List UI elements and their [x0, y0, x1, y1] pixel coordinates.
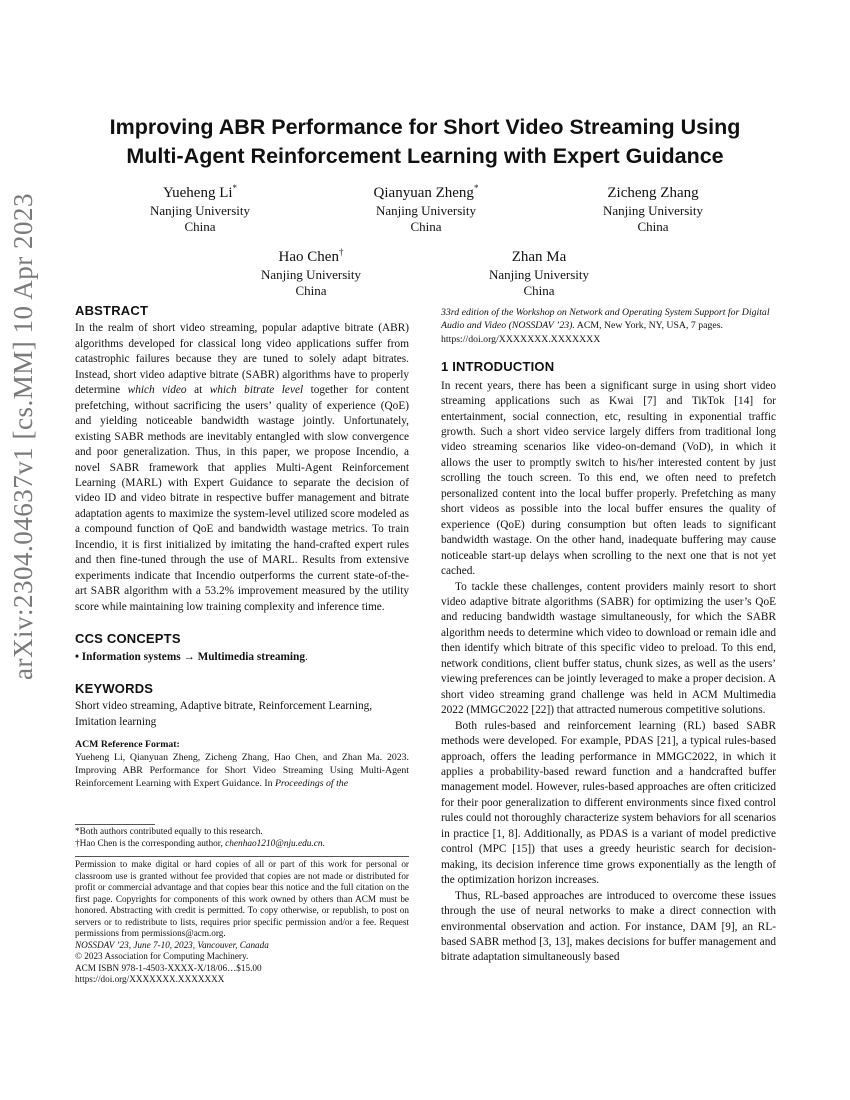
author-country: China	[295, 283, 327, 298]
arxiv-identifier: arXiv:2304.04637v1 [cs.MM] 10 Apr 2023	[8, 193, 38, 680]
left-column	[75, 303, 409, 790]
abstract-heading: ABSTRACT	[75, 303, 149, 318]
permission-block	[75, 859, 409, 986]
permission-rule	[75, 856, 409, 857]
author-block	[553, 180, 753, 235]
intro-paragraph: Thus, RL-based approaches are introduced to overcome these issues through the use of neural networks to make a direct connection with environmental observation and action. For instance, DAM [9], an RL-based SABR method [3, 13], makes decisions for buffer management and bitrate adaptation simultaneously based	[441, 889, 776, 964]
author-affiliation: Nanjing University	[260, 267, 361, 282]
keywords-text: Short video streaming, Adaptive bitrate, Reinforcement Learning, Imitation learning	[75, 700, 373, 728]
isbn-line: ACM ISBN 978-1-4503-XXXX-X/18/06…$15.00	[75, 962, 262, 973]
author-name: Qianyuan Zheng*	[373, 183, 479, 201]
intro-paragraph: In recent years, there has been a significant surge in using short video streaming applications such as Kwai [7] and TikTok [14] for entertainment, social connection, etc, resulting in exponential traffic growth. Such a short video service largely differs from traditional long video streaming scenarios like video-on-demand (VoD), in which it allows the user to promptly switch to his/her interested content by just scrolling the touch screen. To this end, we often need to prefetch personalized content into the local buffer properly. Prefetching as many short videos as possible into the local buffer ensures the quality of experience (QoE) during consumption but often leads to significant bandwidth wastage. On the other hand, inadequate buffering may cause noticeable start-up delays when scrolling to the next one that is not yet cached.	[441, 379, 776, 578]
introduction-heading: 1 INTRODUCTION	[441, 359, 555, 375]
acm-reference-format: ACM Reference Format: Yueheng Li, Qianyuan Zheng, Zicheng Zhang, Hao Chen, and Zhan Ma. 2023. Improving ABR Performance for Short Video Streaming Using Multi-Agent Reinforcement Learning with Expert Guidance. In Proceedings of the	[75, 739, 409, 790]
author-country: China	[184, 219, 216, 234]
right-column	[441, 306, 776, 966]
ref-format-heading: ACM Reference Format:	[75, 739, 180, 751]
author-name: Zicheng Zhang	[607, 185, 699, 201]
author-affiliation: Nanjing University	[149, 203, 250, 218]
author-name: Hao Chen†	[278, 247, 344, 265]
doi-line: https://doi.org/XXXXXXX.XXXXXXX	[75, 974, 225, 985]
footnote-corresponding-author: †Hao Chen is the corresponding author, chenhao1210@nju.edu.cn.	[75, 839, 325, 850]
author-country: China	[637, 219, 669, 234]
footnotes	[75, 826, 409, 851]
title-line-2: Multi-Agent Reinforcement Learning with Expert Guidance	[126, 144, 724, 168]
acm-reference-continued: 33rd edition of the Workshop on Network and Operating System Support for Digital Audio and Video (NOSSDAV ’23). ACM, New York, NY, USA, 7 pages. https://doi.org/XXXXXXX.XXXXXXX	[441, 307, 770, 345]
ccs-heading: CCS CONCEPTS	[75, 631, 181, 647]
copyright-line: © 2023 Association for Computing Machinery.	[75, 951, 249, 962]
author-country: China	[523, 283, 555, 298]
keywords-heading: KEYWORDS	[75, 680, 154, 696]
author-name: Yueheng Li*	[162, 183, 238, 201]
author-block	[100, 180, 300, 235]
footnote-equal-contribution: *Both authors contributed equally to this research.	[75, 827, 263, 837]
title-line-1: Improving ABR Performance for Short Video Streaming Using	[109, 115, 741, 139]
ccs-concepts: • Information systems → Multimedia streaming.	[75, 650, 308, 663]
permission-text: Permission to make digital or hard copies of all or part of this work for personal or classroom use is granted without fee provided that copies are not made or distributed for profit or commercial advantage and that copies bear this notice and the full citation on the first page. Copyrights for components of this work owned by others than ACM must be honored. Abstracting with credit is permitted. To copy otherwise, or republish, to post on servers or to redistribute to lists, requires prior specific permission and/or a fee. Request permissions from permissions@acm.org.	[75, 859, 409, 939]
abstract-text: In the realm of short video streaming, popular adaptive bitrate (ABR) algorithms developed for classical long video applications suffer from catastrophic failures because they are tuned to solely adapt bitrates. Instead, short video adaptive bitrate (SABR) algorithms have to properly determine which video at which bitrate level together for content prefetching, without sacrificing the users’ quality of experience (QoE) and yielding noticeable bandwidth wastage jointly. Unfortunately, existing SABR methods are inevitably entangled with slow convergence and poor generalization. Thus, in this paper, we propose Incendio, a novel SABR framework that applies Multi-Agent Reinforcement Learning (MARL) with Expert Guidance to separate the decision of video ID and video bitrate in respective buffer management and bitrate adaptation agents to maximize the system-level utilized score modeled as a compound function of QoE and bandwidth wastage metrics. To train Incendio, it is first initialized by imitating the hand-crafted expert rules and then fine-tuned through the use of MARL. Results from extensive experiments indicate that Incendio outperforms the current state-of-the-art SABR algorithm with a 53.2% improvement measured by the utility score while maintaining low training complexity and inference time.	[75, 322, 409, 613]
author-affiliation: Nanjing University	[375, 203, 476, 218]
author-name: Zhan Ma	[511, 249, 567, 265]
venue-line: NOSSDAV ’23, June 7-10, 2023, Vancouver, Canada	[75, 939, 269, 950]
footnote-rule	[75, 824, 155, 825]
author-affiliation: Nanjing University	[488, 267, 589, 282]
intro-paragraph: To tackle these challenges, content providers mainly resort to short video adaptive bitrate algorithms (SABR) for optimizing the user’s QoE and reducing bandwidth wastage simultaneously, for which the SABR algorithm needs to determine which video to download or remain idle and then identify which bitrate of this specific video to preload. To this end, network conditions, client buffer status, chunk sizes, as well as the users’ viewing preferences can be jointly leveraged to make a proper decision. A short video streaming grand challenge was held in ACM Multimedia 2022 (MMGC2022 [22]) that attracted numerous competitive solutions.	[441, 580, 777, 717]
intro-paragraph: Both rules-based and reinforcement learning (RL) based SABR methods were developed. For example, PDAS [21], a typical rules-based approach, offers the leading performance in MMGC2022, in which it applies a probability-based reward function and a handcrafted buffer management model. However, rules-based approaches are often criticized for their poor generalization to different environments since fixed control rules could not thoroughly characterize system behaviors for all scenarios in practice [1, 8]. Additionally, as PDAS is a variant of model predictive control (MPC [15]) that uses a greedy heuristic search for decision-making, its decision inference time grows exponentially as the length of the optimization horizon increases.	[441, 719, 776, 887]
author-block	[211, 244, 411, 299]
author-affiliation: Nanjing University	[602, 203, 703, 218]
paper-title	[60, 113, 790, 171]
author-country: China	[410, 219, 442, 234]
author-block	[326, 180, 526, 235]
author-block	[439, 244, 639, 299]
